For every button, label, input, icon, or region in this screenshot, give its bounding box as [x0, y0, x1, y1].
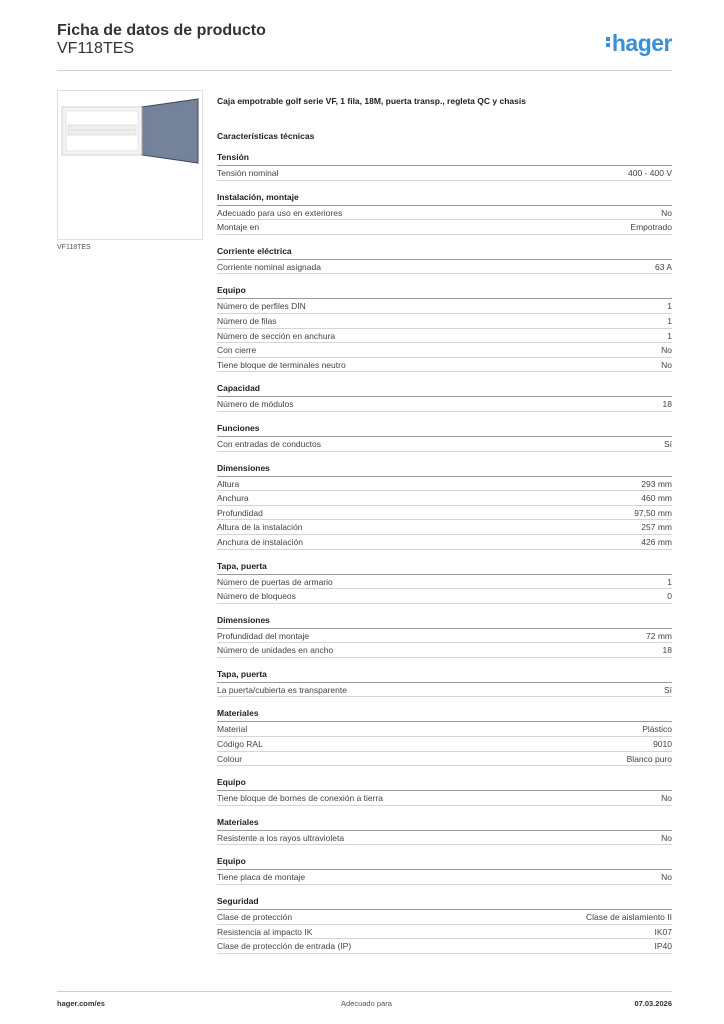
spec-group [217, 245, 672, 275]
spec-row [217, 437, 672, 452]
spec-value: Clase de aislamiento II [586, 912, 672, 923]
spec-group-title: Equipo [217, 855, 672, 870]
spec-group-title: Tensión [217, 151, 672, 166]
enclosure-illustration [58, 91, 202, 239]
spec-label: Tiene bloque de bornes de conexión a tierra [217, 793, 384, 804]
spec-row [217, 722, 672, 737]
spec-group-title: Equipo [217, 776, 672, 791]
spec-group [217, 560, 672, 604]
spec-row [217, 166, 672, 181]
spec-label: Material [217, 724, 248, 735]
spec-label: Clase de protección de entrada (IP) [217, 941, 352, 952]
spec-group [217, 422, 672, 452]
spec-value: 426 mm [641, 536, 672, 547]
spec-value: 18 [662, 645, 672, 656]
spec-row [217, 397, 672, 412]
product-image [57, 90, 203, 240]
spec-value: No [661, 207, 672, 218]
spec-label: Anchura [217, 493, 249, 504]
spec-value: No [661, 832, 672, 843]
spec-label: La puerta/cubierta es transparente [217, 684, 347, 695]
spec-group-title: Seguridad [217, 895, 672, 910]
hager-logo [606, 30, 672, 57]
spec-group-title: Funciones [217, 422, 672, 437]
spec-row [217, 299, 672, 314]
spec-group [217, 895, 672, 954]
spec-group [217, 462, 672, 550]
spec-label: Tiene bloque de terminales neutro [217, 359, 346, 370]
spec-label: Profundidad del montaje [217, 630, 310, 641]
footer-website: hager.com/es [57, 999, 105, 1008]
spec-label: Resistente a los rayos ultravioleta [217, 832, 345, 843]
spec-group [217, 707, 672, 766]
spec-value: No [661, 872, 672, 883]
spec-row [217, 870, 672, 885]
spec-row [217, 831, 672, 846]
spec-group [217, 668, 672, 698]
spec-row [217, 925, 672, 940]
spec-label: Clase de protección [217, 912, 293, 923]
document-title: Ficha de datos de producto [57, 22, 266, 39]
spec-value: Empotrado [630, 222, 672, 233]
spec-row [217, 939, 672, 954]
spec-label: Adecuado para uso en exteriores [217, 207, 343, 218]
spec-label: Tiene placa de montaje [217, 872, 306, 883]
spec-value: 1 [667, 330, 672, 341]
spec-label: Número de sección en anchura [217, 330, 336, 341]
spec-row [217, 358, 672, 373]
spec-row [217, 506, 672, 521]
spec-label: Número de filas [217, 315, 277, 326]
spec-label: Con entradas de conductos [217, 438, 321, 449]
spec-label: Número de perfiles DIN [217, 301, 306, 312]
spec-label: Tensión nominal [217, 168, 279, 178]
spec-value: No [661, 345, 672, 356]
spec-value: 1 [667, 301, 672, 312]
spec-label: Con cierre [217, 345, 257, 356]
spec-label: Número de bloqueos [217, 591, 296, 602]
specs-heading: Características técnicas [217, 131, 315, 141]
spec-value: 257 mm [641, 522, 672, 533]
spec-value: 9010 [653, 739, 672, 750]
spec-value: 97,50 mm [634, 507, 672, 518]
spec-group-title: Corriente eléctrica [217, 245, 672, 260]
spec-row [217, 683, 672, 698]
spec-value: 18 [662, 399, 672, 410]
spec-row [217, 737, 672, 752]
spec-value: 460 mm [641, 493, 672, 504]
spec-group [217, 855, 672, 885]
spec-value: 1 [667, 315, 672, 326]
spec-row [217, 220, 672, 235]
spec-row [217, 314, 672, 329]
spec-group-title: Tapa, puerta [217, 560, 672, 575]
spec-label: Profundidad [217, 507, 263, 518]
spec-label: Número de puertas de armario [217, 576, 333, 587]
spec-value: 0 [667, 591, 672, 602]
spec-group-title: Capacidad [217, 382, 672, 397]
spec-value: No [661, 793, 672, 804]
spec-row [217, 535, 672, 550]
spec-row [217, 791, 672, 806]
spec-row [217, 260, 672, 275]
spec-label: Resistencia al impacto IK [217, 926, 313, 937]
spec-row [217, 752, 672, 767]
spec-value: 293 mm [641, 478, 672, 489]
spec-label: Anchura de instalación [217, 536, 304, 547]
spec-group-title: Materiales [217, 816, 672, 831]
spec-group-title: Tapa, puerta [217, 668, 672, 683]
spec-value: 72 mm [646, 630, 672, 641]
spec-group-title: Instalación, montaje [217, 191, 672, 206]
logo-text: hager [611, 30, 672, 56]
spec-group-title: Dimensiones [217, 462, 672, 477]
spec-row [217, 910, 672, 925]
spec-label: Altura [217, 478, 240, 489]
spec-label: Altura de la instalación [217, 522, 303, 533]
spec-value: IK07 [654, 926, 672, 937]
image-caption: VF118TES [57, 244, 91, 251]
spec-label: Corriente nominal asignada [217, 261, 321, 272]
spec-group-title: Materiales [217, 707, 672, 722]
product-description: Caja empotrable golf serie VF, 1 fila, 18M, puerta transp., regleta QC y chasis [217, 96, 526, 106]
product-reference: VF118TES [57, 40, 135, 57]
spec-value: 400 - 400 V [628, 168, 672, 178]
spec-row [217, 629, 672, 644]
spec-row [217, 589, 672, 604]
spec-row [217, 575, 672, 590]
spec-value: No [661, 359, 672, 370]
spec-row [217, 206, 672, 221]
page-footer [57, 991, 672, 1012]
spec-label: Número de unidades en ancho [217, 645, 334, 656]
spec-row [217, 329, 672, 344]
spec-label: Montaje en [217, 222, 260, 233]
spec-group [217, 614, 672, 658]
spec-label: Código RAL [217, 739, 263, 750]
specs-table [217, 151, 672, 964]
spec-row [217, 643, 672, 658]
logo-dots-icon [606, 35, 610, 49]
spec-value: Sí [663, 684, 672, 695]
spec-value: 63 A [654, 261, 672, 272]
spec-group [217, 776, 672, 806]
spec-group-title: Equipo [217, 284, 672, 299]
spec-group [217, 382, 672, 412]
spec-label: Número de módulos [217, 399, 294, 410]
spec-value: 1 [667, 576, 672, 587]
spec-group [217, 191, 672, 235]
spec-value: Plástico [642, 724, 672, 735]
spec-value: IP40 [654, 941, 672, 952]
spec-group-title: Dimensiones [217, 614, 672, 629]
spec-group [217, 151, 672, 181]
spec-group [217, 816, 672, 846]
spec-group [217, 284, 672, 372]
spec-row [217, 520, 672, 535]
footer-date: 07.03.2026 [634, 999, 672, 1008]
spec-label: Colour [217, 753, 243, 764]
spec-value: Blanco puro [626, 753, 672, 764]
page-header [57, 20, 672, 71]
spec-row [217, 343, 672, 358]
footer-note: Adecuado para [341, 999, 392, 1008]
spec-row [217, 477, 672, 492]
spec-value: Sí [663, 438, 672, 449]
spec-row [217, 491, 672, 506]
